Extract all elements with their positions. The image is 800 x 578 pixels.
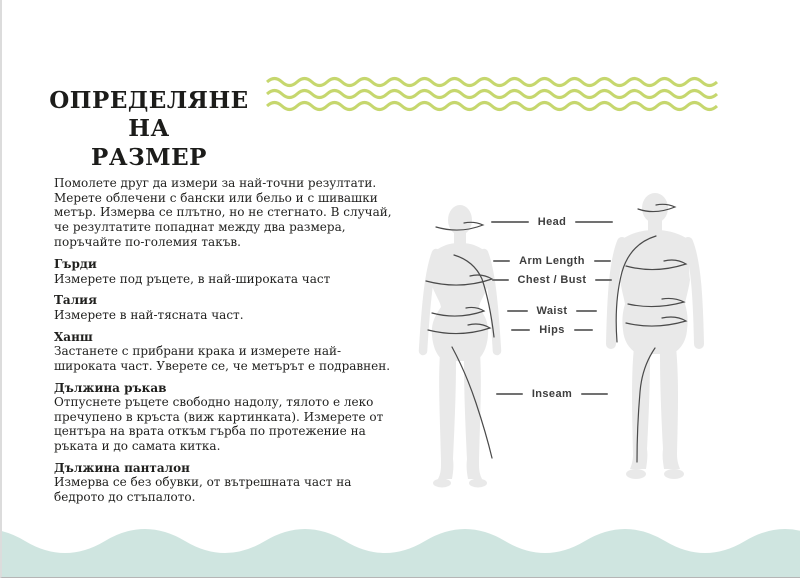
label-waist (452, 303, 652, 319)
label-dash (493, 260, 510, 262)
label-dash (576, 310, 597, 312)
wave-footer (2, 501, 800, 577)
squiggle-decoration (266, 76, 721, 112)
section-body-chest: Измерете под ръцете, в най-широката част (54, 271, 331, 286)
section-heading-sleeve-length: Дължина ръкав (54, 380, 167, 395)
intro-paragraph: Помолете друг да измери за най-точни резултати. Мерете облечени с бански или бельо и с шивашки метър. Измерва се плътно, но не стегнато. В случай, че резултатите попаднат между два размера, поръчайте по-големия такъв. (54, 176, 392, 249)
male-silhouette (600, 192, 710, 489)
label-arm-length-text: Arm Length (519, 255, 585, 267)
label-hips (452, 322, 652, 338)
label-dash (581, 393, 608, 395)
label-chest-bust (452, 272, 652, 288)
label-head (452, 214, 652, 230)
label-hips-text: Hips (539, 324, 565, 336)
label-arm-length (452, 253, 652, 269)
section-heading-hips: Ханш (54, 329, 93, 344)
section-heading-waist: Талия (54, 293, 97, 308)
label-dash (491, 221, 529, 223)
section-body-sleeve-length: Отпуснете ръцете свободно надолу, тялото е леко пречупено в кръста (виж картинката). Измерете от центъра на врата откъм гърба по протежение на ръката и до самата китка. (54, 395, 384, 453)
label-dash (511, 329, 530, 331)
label-dash (594, 260, 611, 262)
label-inseam (452, 386, 652, 402)
section-heading-pants-length: Дължина панталон (54, 460, 190, 475)
section-body-waist: Измерете в най-тясната част. (54, 308, 244, 322)
label-dash (496, 393, 523, 395)
section-body-hips: Застанете с прибрани крака и измерете най-широката част. Уверете се, че метърът е подравнен. (54, 344, 391, 373)
section-heading-chest: Гърди (54, 257, 97, 272)
page-title-line2: РАЗМЕР (91, 143, 207, 171)
label-inseam-text: Inseam (531, 388, 573, 400)
label-dash (575, 221, 613, 223)
label-dash (574, 329, 593, 331)
section-body-pants-length: Измерва се без обувки, от вътрешната част на бедрото до стъпалото. (54, 475, 352, 504)
label-chest-bust-text: Chest / Bust (517, 274, 587, 286)
page-title-line1: ОПРЕДЕЛЯНЕ НА (49, 87, 249, 143)
measuring-instructions (54, 176, 399, 505)
page-title (30, 87, 268, 171)
label-dash (507, 310, 528, 312)
label-dash (595, 279, 612, 281)
label-waist-text: Waist (536, 305, 568, 317)
label-dash (492, 279, 509, 281)
label-head-text: Head (537, 216, 567, 228)
female-silhouette (410, 203, 510, 493)
